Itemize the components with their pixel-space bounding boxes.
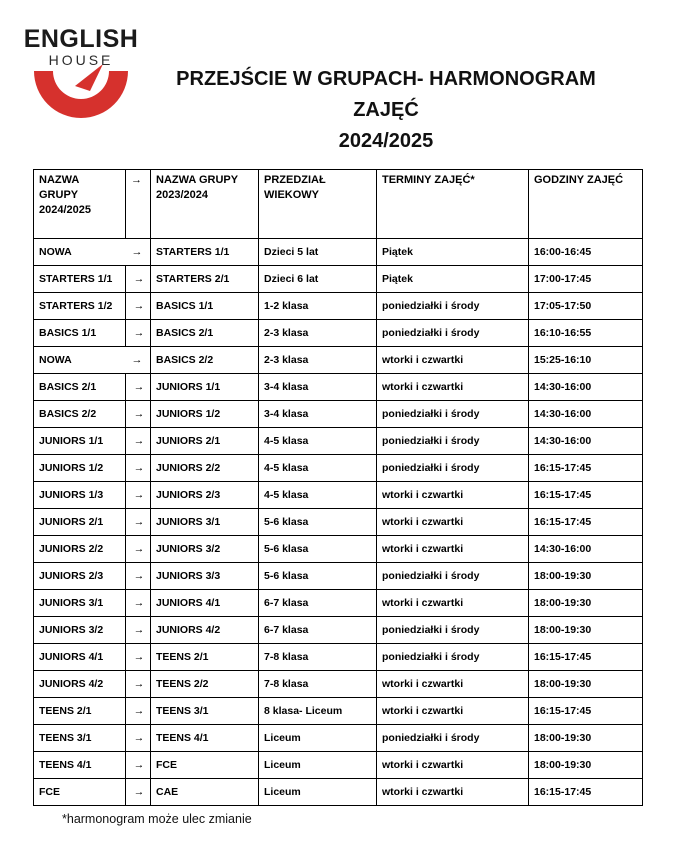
days-cell: wtorki i czwartki — [377, 779, 529, 806]
group-2023-cell: CAE — [151, 779, 259, 806]
group-2023-cell: JUNIORS 1/2 — [151, 401, 259, 428]
group-2024-label: NOWA — [39, 246, 72, 258]
age-range-cell: 2-3 klasa — [259, 347, 377, 374]
transition-arrow-icon: → — [126, 752, 151, 779]
hours-cell: 18:00-19:30 — [529, 617, 643, 644]
schedule-footnote: *harmonogram może ulec zmianie — [62, 812, 252, 826]
group-2023-cell: TEENS 3/1 — [151, 698, 259, 725]
transition-arrow-icon: → — [126, 374, 151, 401]
group-2023-cell: JUNIORS 3/1 — [151, 509, 259, 536]
days-cell: wtorki i czwartki — [377, 347, 529, 374]
hours-cell: 14:30-16:00 — [529, 401, 643, 428]
age-range-cell: 8 klasa- Liceum — [259, 698, 377, 725]
age-range-cell: Liceum — [259, 725, 377, 752]
age-range-cell: 7-8 klasa — [259, 671, 377, 698]
table-row — [34, 293, 643, 320]
hours-cell: 16:15-17:45 — [529, 779, 643, 806]
age-range-cell: 5-6 klasa — [259, 536, 377, 563]
table-row — [34, 536, 643, 563]
transition-arrow-icon: → — [126, 455, 151, 482]
transition-arrow-icon: → — [126, 482, 151, 509]
header-group-2023: NAZWA GRUPY 2023/2024 — [151, 170, 259, 239]
group-2023-cell: BASICS 2/1 — [151, 320, 259, 347]
days-cell: wtorki i czwartki — [377, 536, 529, 563]
hours-cell: 18:00-19:30 — [529, 590, 643, 617]
age-range-cell: 4-5 klasa — [259, 455, 377, 482]
group-2024-cell: JUNIORS 1/2 — [34, 455, 126, 482]
days-cell: poniedziałki i środy — [377, 563, 529, 590]
transition-arrow-icon: → — [126, 617, 151, 644]
group-2024-cell: BASICS 1/1 — [34, 320, 126, 347]
table-row — [34, 779, 643, 806]
age-range-cell: Dzieci 6 lat — [259, 266, 377, 293]
transition-arrow-icon: → — [126, 698, 151, 725]
header-group-2024: NAZWA GRUPY 2024/2025 — [34, 170, 126, 239]
hours-cell: 16:15-17:45 — [529, 644, 643, 671]
group-2023-cell: JUNIORS 4/2 — [151, 617, 259, 644]
table-row — [34, 725, 643, 752]
group-2023-cell: JUNIORS 2/2 — [151, 455, 259, 482]
hours-cell: 17:00-17:45 — [529, 266, 643, 293]
table-row — [34, 347, 643, 374]
header-hours: GODZINY ZAJĘĆ — [529, 170, 643, 239]
days-cell: Piątek — [377, 239, 529, 266]
table-row — [34, 482, 643, 509]
days-cell: poniedziałki i środy — [377, 320, 529, 347]
logo-text-house: HOUSE — [48, 52, 114, 68]
table-row — [34, 617, 643, 644]
age-range-cell: Dzieci 5 lat — [259, 239, 377, 266]
days-cell: wtorki i czwartki — [377, 482, 529, 509]
page-title-line1: PRZEJŚCIE W GRUPACH- HARMONOGRAM ZAJĘĆ — [176, 68, 596, 121]
group-2024-cell: FCE — [34, 779, 126, 806]
days-cell: wtorki i czwartki — [377, 671, 529, 698]
group-2023-cell: JUNIORS 3/3 — [151, 563, 259, 590]
group-2024-cell: JUNIORS 1/3 — [34, 482, 126, 509]
schedule-rows — [34, 239, 643, 806]
days-cell: wtorki i czwartki — [377, 698, 529, 725]
transition-arrow-icon: → — [126, 401, 151, 428]
age-range-cell: 5-6 klasa — [259, 563, 377, 590]
hours-cell: 15:25-16:10 — [529, 347, 643, 374]
schedule-table-header — [34, 170, 643, 239]
header-age-range: PRZEDZIAŁ WIEKOWY — [259, 170, 377, 239]
transition-arrow-icon: → — [126, 779, 151, 806]
group-2024-cell: JUNIORS 3/2 — [34, 617, 126, 644]
days-cell: poniedziałki i środy — [377, 401, 529, 428]
group-2024-cell: BASICS 2/2 — [34, 401, 126, 428]
table-row — [34, 374, 643, 401]
age-range-cell: 3-4 klasa — [259, 401, 377, 428]
group-2023-cell: BASICS 2/2 — [151, 347, 259, 374]
group-2024-cell: JUNIORS 2/1 — [34, 509, 126, 536]
hours-cell: 16:15-17:45 — [529, 509, 643, 536]
header-transition-arrow-icon: → — [126, 170, 151, 239]
hours-cell: 18:00-19:30 — [529, 725, 643, 752]
group-2024-label: NOWA — [39, 354, 72, 366]
days-cell: poniedziałki i środy — [377, 725, 529, 752]
group-2024-cell: JUNIORS 4/1 — [34, 644, 126, 671]
days-cell: poniedziałki i środy — [377, 455, 529, 482]
days-cell: poniedziałki i środy — [377, 644, 529, 671]
header-days: TERMINY ZAJĘĆ* — [377, 170, 529, 239]
age-range-cell: 5-6 klasa — [259, 509, 377, 536]
transition-arrow-icon: → — [131, 246, 143, 258]
transition-arrow-icon: → — [126, 644, 151, 671]
hours-cell: 18:00-19:30 — [529, 563, 643, 590]
page-title-line2: 2024/2025 — [338, 130, 434, 152]
transition-arrow-icon: → — [126, 266, 151, 293]
group-2024-cell: TEENS 2/1 — [34, 698, 126, 725]
transition-arrow-icon: → — [126, 590, 151, 617]
age-range-cell: 7-8 klasa — [259, 644, 377, 671]
hours-cell: 16:10-16:55 — [529, 320, 643, 347]
days-cell: poniedziałki i środy — [377, 617, 529, 644]
group-2024-cell: BASICS 2/1 — [34, 374, 126, 401]
transition-arrow-icon: → — [126, 563, 151, 590]
group-2023-cell: JUNIORS 1/1 — [151, 374, 259, 401]
age-range-cell: 2-3 klasa — [259, 320, 377, 347]
hours-cell: 17:05-17:50 — [529, 293, 643, 320]
group-2024-cell: TEENS 3/1 — [34, 725, 126, 752]
transition-arrow-icon: → — [126, 293, 151, 320]
hours-cell: 18:00-19:30 — [529, 671, 643, 698]
group-2024-cell — [34, 347, 151, 374]
group-2023-cell: FCE — [151, 752, 259, 779]
transition-arrow-icon: → — [126, 320, 151, 347]
group-2024-cell: JUNIORS 3/1 — [34, 590, 126, 617]
table-row — [34, 752, 643, 779]
group-2024-cell: JUNIORS 4/2 — [34, 671, 126, 698]
age-range-cell: Liceum — [259, 779, 377, 806]
group-2023-cell: JUNIORS 2/3 — [151, 482, 259, 509]
hours-cell: 14:30-16:00 — [529, 374, 643, 401]
group-2023-cell: JUNIORS 2/1 — [151, 428, 259, 455]
english-house-logo — [20, 26, 142, 69]
group-2024-cell: JUNIORS 1/1 — [34, 428, 126, 455]
age-range-cell: 6-7 klasa — [259, 617, 377, 644]
hours-cell: 14:30-16:00 — [529, 428, 643, 455]
table-row — [34, 563, 643, 590]
transition-arrow-icon: → — [126, 671, 151, 698]
speech-bubble-smile-icon — [34, 63, 128, 125]
age-range-cell: 4-5 klasa — [259, 482, 377, 509]
transition-arrow-icon: → — [126, 428, 151, 455]
transition-arrow-icon: → — [131, 354, 143, 366]
transition-arrow-icon: → — [126, 725, 151, 752]
days-cell: poniedziałki i środy — [377, 293, 529, 320]
hours-cell: 16:15-17:45 — [529, 455, 643, 482]
transition-arrow-icon: → — [126, 536, 151, 563]
group-2023-cell: TEENS 2/2 — [151, 671, 259, 698]
hours-cell: 14:30-16:00 — [529, 536, 643, 563]
group-2024-cell — [34, 239, 151, 266]
age-range-cell: 4-5 klasa — [259, 428, 377, 455]
table-row — [34, 698, 643, 725]
table-row — [34, 455, 643, 482]
page-title — [145, 64, 627, 157]
days-cell: wtorki i czwartki — [377, 374, 529, 401]
logo-text-english: ENGLISH — [23, 25, 139, 53]
group-2024-cell: TEENS 4/1 — [34, 752, 126, 779]
header-row — [34, 170, 643, 239]
group-2023-cell: STARTERS 2/1 — [151, 266, 259, 293]
group-2023-cell: BASICS 1/1 — [151, 293, 259, 320]
group-2023-cell: JUNIORS 4/1 — [151, 590, 259, 617]
group-2023-cell: JUNIORS 3/2 — [151, 536, 259, 563]
age-range-cell: 3-4 klasa — [259, 374, 377, 401]
hours-cell: 16:15-17:45 — [529, 482, 643, 509]
days-cell: Piątek — [377, 266, 529, 293]
table-row — [34, 644, 643, 671]
days-cell: wtorki i czwartki — [377, 752, 529, 779]
table-row — [34, 509, 643, 536]
table-row — [34, 320, 643, 347]
age-range-cell: 1-2 klasa — [259, 293, 377, 320]
table-row — [34, 671, 643, 698]
schedule-table — [33, 169, 643, 806]
days-cell: wtorki i czwartki — [377, 590, 529, 617]
table-row — [34, 428, 643, 455]
days-cell: poniedziałki i środy — [377, 428, 529, 455]
group-2024-cell: STARTERS 1/2 — [34, 293, 126, 320]
age-range-cell: Liceum — [259, 752, 377, 779]
group-2023-cell: TEENS 4/1 — [151, 725, 259, 752]
table-row — [34, 590, 643, 617]
group-2023-cell: STARTERS 1/1 — [151, 239, 259, 266]
hours-cell: 16:00-16:45 — [529, 239, 643, 266]
group-2024-cell: JUNIORS 2/2 — [34, 536, 126, 563]
age-range-cell: 6-7 klasa — [259, 590, 377, 617]
table-row — [34, 239, 643, 266]
table-row — [34, 401, 643, 428]
group-2024-cell: JUNIORS 2/3 — [34, 563, 126, 590]
group-2024-cell: STARTERS 1/1 — [34, 266, 126, 293]
transition-arrow-icon: → — [126, 509, 151, 536]
table-row — [34, 266, 643, 293]
hours-cell: 18:00-19:30 — [529, 752, 643, 779]
group-2023-cell: TEENS 2/1 — [151, 644, 259, 671]
hours-cell: 16:15-17:45 — [529, 698, 643, 725]
days-cell: wtorki i czwartki — [377, 509, 529, 536]
